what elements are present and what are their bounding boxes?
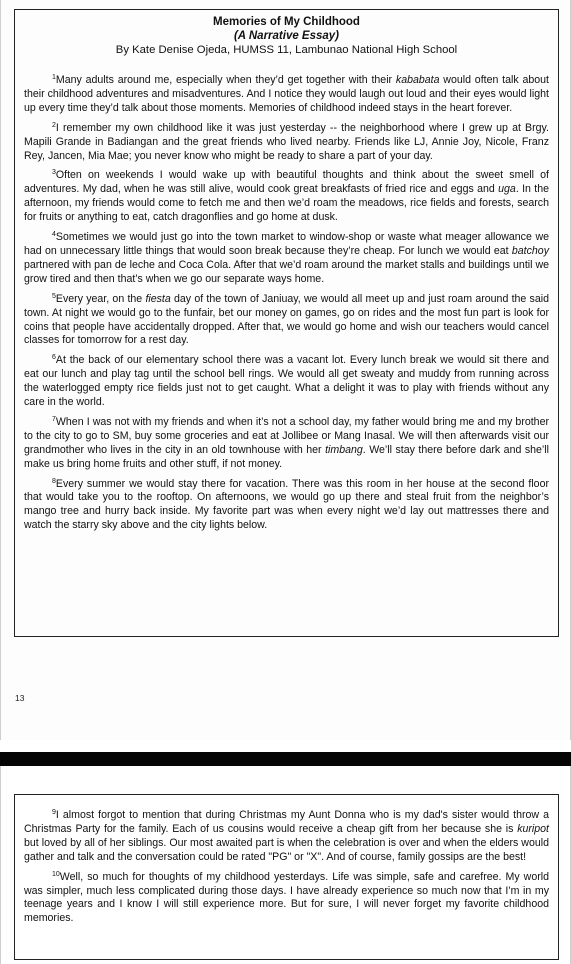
paragraph-4 bbox=[24, 231, 549, 287]
italic-term: uga bbox=[498, 183, 516, 196]
paragraph-number: 6 bbox=[52, 354, 56, 362]
essay-frame-continued bbox=[14, 794, 559, 960]
paragraph-text: Every year, on the bbox=[55, 292, 146, 305]
paragraph-6 bbox=[24, 354, 549, 410]
essay-title: Memories of My Childhood bbox=[213, 16, 360, 28]
paragraph-text: When I was not with my friends and when it’s not a school day, my father would bring me and my brother to the city to go to SM, buy some groceries and eat at Jollibee or Mang Inasal. We will then afterwards visit our grandmother who lives in the city in an old townhouse with her bbox=[24, 415, 549, 456]
paragraph-number: 3 bbox=[52, 169, 56, 177]
paragraph-text: Sometimes we would just go into the town market to window-shop or waste what meager allowance we had on unnecessary little things that would soon break because they’re cheap. For lunch we would eat bbox=[24, 231, 549, 257]
paragraph-2 bbox=[24, 122, 549, 164]
italic-term: kuripot bbox=[517, 822, 549, 835]
paragraph-1 bbox=[24, 74, 549, 116]
page-separator bbox=[0, 752, 571, 766]
paragraph-text: but loved by all of her siblings. Our most awaited part is when the celebration is over and when the elders would gather and talk and the conversation could be rated "PG" or "X". And of course, family gossips are the best! bbox=[24, 836, 549, 863]
essay-subtitle: (A Narrative Essay) bbox=[233, 30, 340, 42]
italic-term: timbang bbox=[325, 443, 363, 456]
paragraph-text: Often on weekends I would wake up with beautiful thoughts and think about the sweet smell of adventures. My dad, when he was still alive, would cook great breakfasts of fried rice and eggs and bbox=[24, 169, 549, 196]
paragraph-text: Well, so much for thoughts of my childhood yesterdays. Life was simple, safe and carefree. My world was simpler, much less complicated during those days. I have already experience so much now that I’m in my teenage years and I know I will still experience more. But for sure, I will never forget my favorite childhood memories. bbox=[24, 870, 549, 925]
paragraph-number: 9 bbox=[52, 809, 56, 816]
paragraph-text: partnered with pan de leche and Coca Cola. After that we’d roam around the market stalls and buildings until we grow tired and then that’s when we go our separate ways home. bbox=[24, 258, 549, 285]
paragraph-number: 5 bbox=[52, 292, 56, 300]
paragraph-number: 7 bbox=[52, 415, 56, 423]
paragraph-text: would often talk about their childhood adventures and misadventures. And I notice they would laugh out loud and their eyes would light up every time they’d talk about those moments. Memories of childhood indeed stays in the heart forever. bbox=[24, 74, 549, 114]
paragraph-text: At the back of our elementary school there was a vacant lot. Every lunch break we would sit there and eat our lunch and play tag until the school bell rings. We would all get sweaty and muddy from running across the waterlogged empty rice fields just not to get caught. What a delight it was to play with friends without any care in the world. bbox=[24, 354, 549, 409]
essay-body-continued bbox=[24, 809, 549, 926]
italic-term: fiesta bbox=[145, 292, 171, 305]
paragraph-text: . In the afternoon, my friends would come to fetch me and then we’d roam the meadows, rice fields and forests, search for fruits or anything to eat, catch dragonflies and go home at dusk. bbox=[24, 183, 549, 224]
paragraph-text: day of the town of Janiuay, we would all meet up and just roam around the said town. At night we would go to the funfair, bet our money on games, go on rides and the most fun part is look for coins that people have accidentally dropped. After that, we would go home and wish our teachers would cancel classes for tomorrow for a rest day. bbox=[24, 292, 549, 347]
paragraph-number: 1 bbox=[52, 74, 56, 81]
paragraph-text: I remember my own childhood like it was just yesterday -- the neighborhood where I grew up at Brgy. Mapili Grande in Badiangan and the great friends who lived nearby. Friends like LJ, Annie Joy, Nicole, Franz Rey, Jancen, Mia Mae; you never know who might be ready to share a part of your day. bbox=[24, 121, 549, 162]
paragraph-8 bbox=[24, 478, 549, 534]
italic-term: batchoy bbox=[511, 244, 549, 257]
paragraph-5 bbox=[24, 293, 549, 349]
italic-term: kababata bbox=[395, 74, 440, 86]
paragraph-text: . We’ll stay there before dark and she’ll make us bring home fruits and other stuff, if not money. bbox=[24, 443, 549, 470]
paragraph-number: 8 bbox=[52, 477, 56, 485]
essay-byline: By Kate Denise Ojeda, HUMSS 11, Lambunao National High School bbox=[115, 44, 458, 56]
paragraph-9 bbox=[24, 809, 549, 865]
page-14 bbox=[0, 766, 571, 964]
paragraph-number: 4 bbox=[52, 231, 56, 239]
paragraph-text: Many adults around me, especially when they’d get together with their bbox=[55, 74, 396, 86]
essay-body bbox=[24, 74, 549, 533]
paragraph-text: Every summer we would stay there for vacation. There was this room in her house at the second floor that would take you to the rooftop. On afternoons, we would go up there and steal fruit from the neighbor’s mango tree and hurry back inside. My favorite part was when every night we’d lay out mattresses there and watch the starry sky above and the city lights below. bbox=[24, 477, 549, 532]
page-number: 13 bbox=[15, 693, 25, 703]
paragraph-7 bbox=[24, 416, 549, 472]
paragraph-number: 10 bbox=[52, 870, 60, 878]
paragraph-number: 2 bbox=[52, 121, 56, 129]
paragraph-text: I almost forgot to mention that during Christmas my Aunt Donna who is my dad's sister would throw a Christmas Party for the family. Each of us cousins would receive a cheap gift from her because she is bbox=[24, 809, 549, 835]
paragraph-3 bbox=[24, 169, 549, 225]
paragraph-10 bbox=[24, 871, 549, 927]
essay-frame bbox=[14, 9, 559, 637]
